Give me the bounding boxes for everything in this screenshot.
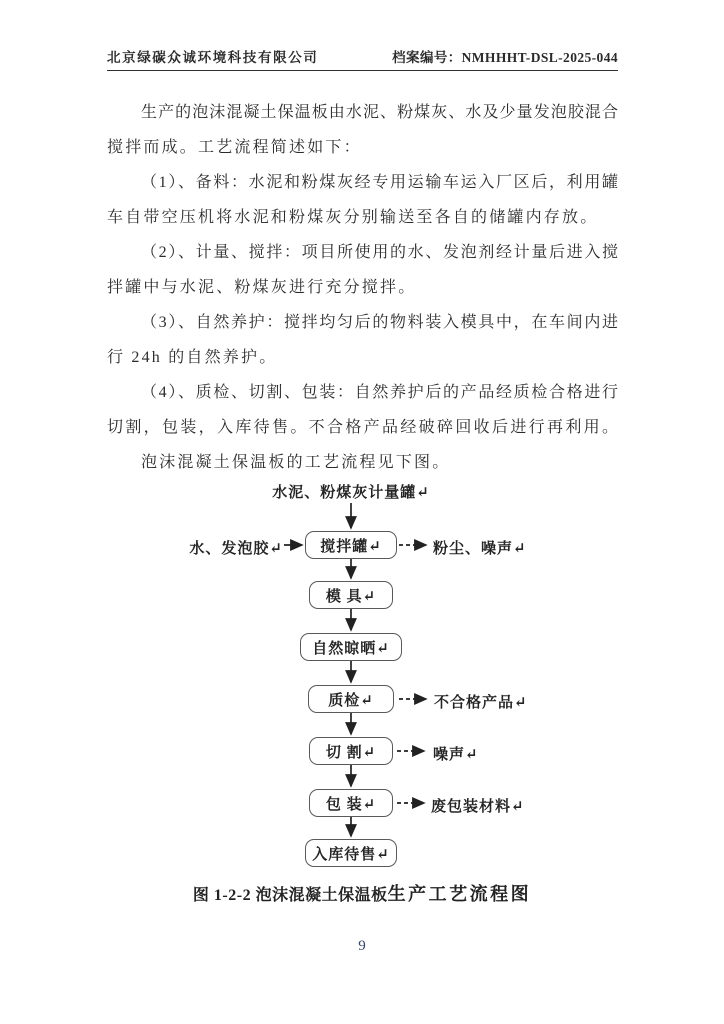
paragraph-line: 切割，包装，入库待售。不合格产品经破碎回收后进行再利用。 — [107, 419, 618, 436]
archive-number: 档案编号：NMHHHT-DSL-2025-044 — [392, 50, 618, 65]
paragraph-line: （2）、计量、搅拌：项目所使用的水、发泡剂经计量后进入搅 — [141, 244, 618, 261]
box-mixing-tank: 搅拌罐↵ — [305, 531, 397, 559]
page-number: 9 — [358, 938, 366, 954]
figure-caption-number: 图 1-2-2 泡沫混凝土保温板 — [192, 887, 388, 904]
box-packaging: 包 装↵ — [309, 789, 393, 817]
paragraph-line: 拌罐中与水泥、粉煤灰进行充分搅拌。 — [107, 279, 417, 296]
box-natural-drying: 自然晾晒↵ — [300, 633, 402, 661]
body-text — [107, 95, 618, 480]
label-waste-packaging: 废包装材料↵ — [431, 799, 525, 815]
flowchart-arrows — [0, 478, 724, 878]
company-name: 北京绿碳众诚环境科技有限公司 — [107, 50, 319, 65]
label-metering-tank: 水泥、粉煤灰计量罐↵ — [272, 485, 430, 501]
paragraph-line: 泡沫混凝土保温板的工艺流程见下图。 — [141, 454, 451, 471]
label-water-foaming-agent: 水、发泡胶↵ — [189, 541, 283, 557]
box-mold: 模 具↵ — [309, 581, 393, 609]
box-quality-check: 质检↵ — [308, 685, 394, 713]
label-noise: 噪声↵ — [433, 747, 479, 763]
label-dust-noise: 粉尘、噪声↵ — [433, 541, 527, 557]
paragraph-line: 行 24h 的自然养护。 — [107, 349, 278, 366]
paragraph-line: 搅拌而成。工艺流程简述如下： — [107, 139, 362, 156]
paragraph-line: 生产的泡沫混凝土保温板由水泥、粉煤灰、水及少量发泡胶混合 — [141, 104, 618, 121]
box-cutting: 切 割↵ — [309, 737, 393, 765]
box-warehouse: 入库待售↵ — [305, 839, 397, 867]
figure-caption — [0, 880, 724, 906]
figure-caption-title: 生产工艺流程图 — [387, 884, 532, 904]
paragraph-line: （1）、备料：水泥和粉煤灰经专用运输车运入厂区后，利用罐 — [141, 174, 618, 191]
paragraph-line: （3）、自然养护：搅拌均匀后的物料装入模具中，在车间内进 — [141, 314, 618, 331]
page-header — [107, 46, 618, 71]
label-rejected-products: 不合格产品↵ — [434, 695, 528, 711]
paragraph-line: 车自带空压机将水泥和粉煤灰分别输送至各自的储罐内存放。 — [107, 209, 599, 226]
paragraph-line: （4）、质检、切割、包装：自然养护后的产品经质检合格进行 — [141, 384, 618, 401]
